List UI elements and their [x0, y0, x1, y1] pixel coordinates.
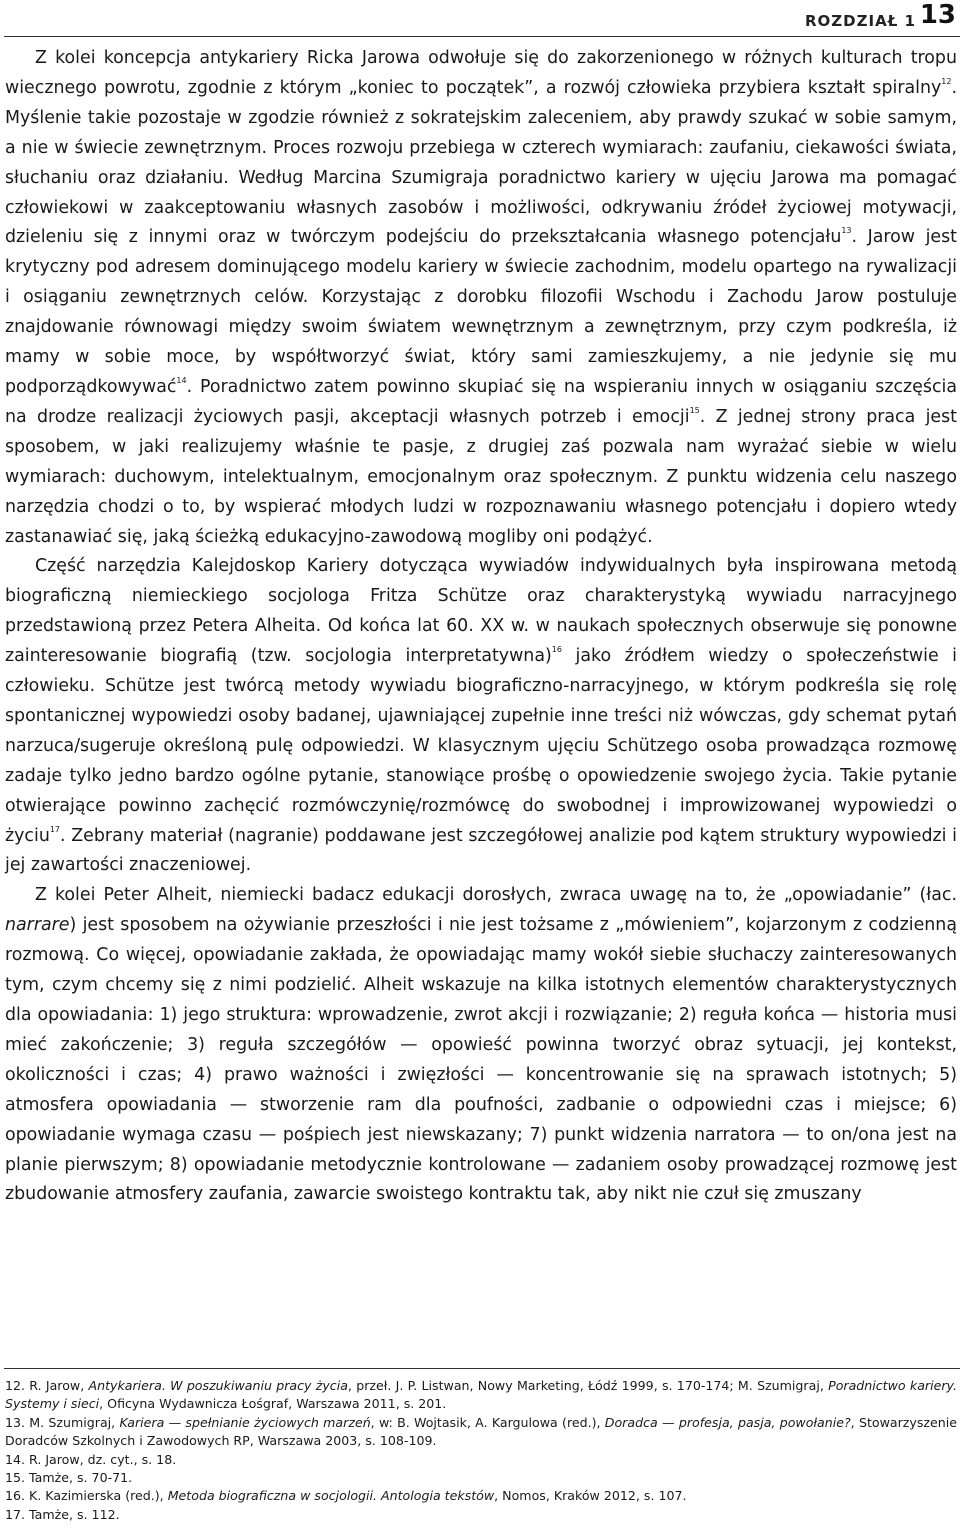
footnote-13	[5, 1414, 957, 1451]
text-run: 16. K. Kazimierska (red.),	[5, 1488, 168, 1504]
text-run: 15. Tamże, s. 70-71.	[5, 1470, 133, 1486]
title-italic: Doradca — profesja, pasja, powołanie?	[604, 1414, 851, 1430]
title-italic: Antykariera. W poszukiwaniu pracy życia	[88, 1378, 348, 1393]
footnote-17	[5, 1506, 957, 1524]
text-run: , przeł. J. P. Listwan, Nowy Marketing, Łódź 1999, s. 170-174; M. Szumigraj,	[347, 1378, 829, 1393]
page-header	[0, 0, 960, 36]
italic-term: narrare	[5, 915, 70, 936]
chapter-label: ROZDZIAŁ 1	[805, 12, 916, 30]
text-run: . Z jednej strony praca jest sposobem, w jaki realizujemy właśnie te pasje, z drugiej zaś pozwala nam wyrażać siebie w wielu wymiarach: duchowym, intelektualnym, emocjonalnym oraz społecznym. Z punktu widzenia celu naszego narzędzia chodzi o to, by wspierać młodych ludzi w rozpoznawaniu własnego potencjału i dopiero wtedy zastanawiać się, jaką ścieżką edukacyjno-zawodową mogliby oni podążyć.	[5, 406, 958, 547]
text-run: . Zebrany materiał (nagranie) poddawane jest szczegółowej analizie pod kątem struktury wypowiedzi i jej zawartości znaczeniowej.	[5, 825, 957, 876]
text-run: 12. R. Jarow,	[5, 1378, 89, 1393]
header-rule	[4, 36, 960, 37]
text-run: 14. R. Jarow, dz. cyt., s. 18.	[5, 1451, 177, 1467]
text-run: , Nomos, Kraków 2012, s. 107.	[494, 1488, 687, 1504]
text-run: 17. Tamże, s. 112.	[5, 1506, 120, 1522]
footnote-16	[5, 1487, 957, 1505]
text-run: , w: B. Wojtasik, A. Kargulowa (red.),	[370, 1414, 605, 1430]
footnote-ref-12[interactable]: 12	[941, 76, 952, 86]
paragraph-1	[5, 44, 957, 552]
page-number: 13	[919, 0, 956, 30]
paragraph-2	[5, 552, 957, 881]
title-italic: Metoda biograficzna w socjologii. Antologia tekstów	[167, 1488, 495, 1504]
paragraph-3	[5, 881, 957, 1210]
footnote-ref-15[interactable]: 15	[689, 405, 700, 415]
text-run: ) jest sposobem na ożywianie przeszłości i nie jest tożsame z „mówieniem”, kojarzonym z codzienną rozmową. Co więcej, opowiadanie zakłada, że opowiadając mamy wokół siebie słuchaczy zainteresowanych tym, czym chcemy się z nimi podzielić. Alheit wskazuje na kilka istotnych elementów charakterystycznych dla opowiadania: 1) jego struktura: wprowadzenie, zwrot akcji i rozwiązanie; 2) reguła końca — historia musi mieć zakończenie; 3) reguła szczegółów — opowieść powinna tworzyć obraz sytuacji, jej kontekst, okoliczności i czas; 4) prawo ważności i zwięzłości — koncentrowanie się na sprawach istotnych; 5) atmosfera opowiadania — stworzenie ram dla poufności, zadbanie o odpowiedni czas i miejsce; 6) opowiadanie wymaga czasu — pośpiech jest niewskazany; 7) punkt widzenia narratora — to on/ona jest na planie pierwszym; 8) opowiadanie metodycznie kontrolowane — zadaniem osoby prowadzącej rozmowę jest zbudowanie atmosfery zaufania, zawarcie swoistego kontraktu tak, aby nikt nie czuł się zmuszany	[5, 915, 957, 1205]
title-italic: Poradnictwo kariery. Systemy i sieci	[5, 1378, 957, 1412]
footnote-14	[5, 1451, 957, 1469]
footnote-12	[5, 1377, 957, 1414]
text-run: jako źródłem wiedzy o społeczeństwie i człowieku. Schütze jest twórcą metody wywiadu biograficzno-narracyjnego, w którym podkreśla się rolę spontanicznej wypowiedzi osoby badanej, ujawniającej zupełnie inne treści niż wówczas, gdy schemat pytań narzuca/sugeruje określoną pulę odpowiedzi. W klasycznym ujęciu Schützego osoba prowadząca rozmowę zadaje tylko jedno bardzo ogólne pytanie, stanowiące prośbę o opowiedzenie swojego życia. Takie pytanie otwierające powinno zachęcić rozmówczynię/rozmówcę do swobodnej i improwizowanej wypowiedzi o życiu	[5, 646, 958, 846]
text-run: . Myślenie takie pozostaje w zgodzie również z sokratejskim zaleceniem, aby prawdy szukać w sobie samym, a nie w świecie zewnętrznym. Proces rozwoju przebiega w czterech wymiarach: zaufaniu, ciekawości świata, słuchaniu oraz działaniu. Według Marcina Szumigraja poradnictwo kariery w ujęciu Jarowa ma pomagać człowiekowi w zaakceptowaniu własnych zasobów i możliwości, odkrywaniu źródeł życiowej motywacji, dzieleniu się z innymi oraz w twórczym podejściu do przekształcania własnego potencjału	[5, 77, 957, 248]
footnote-ref-17[interactable]: 17	[49, 824, 61, 834]
footnote-rule	[4, 1368, 960, 1369]
footnotes	[5, 1377, 957, 1524]
text-run: . Poradnictwo zatem powinno skupiać się na wspieraniu innych w osiąganiu szczęścia na drodze realizacji życiowych pasji, akceptacji własnych potrzeb i emocji	[5, 376, 957, 427]
body-text	[5, 44, 957, 1210]
text-run: 13. M. Szumigraj,	[5, 1414, 120, 1430]
text-run: Z kolei Peter Alheit, niemiecki badacz edukacji dorosłych, zwraca uwagę na to, że „opowiadanie” (łac.	[35, 885, 957, 906]
text-run: , Stowarzyszenie Doradców Szkolnych i Zawodowych RP, Warszawa 2003, s. 108-109.	[5, 1414, 957, 1449]
footnote-ref-13[interactable]: 13	[841, 226, 852, 236]
footnote-ref-16[interactable]: 16	[551, 645, 562, 655]
text-run: . Jarow jest krytyczny pod adresem dominującego modelu kariery w świecie zachodnim, modelu opartego na rywalizacji i osiąganiu zewnętrznych celów. Korzystając z dorobku filozofii Wschodu i Zachodu Jarow postuluje znajdowanie równowagi między swoim światem wewnętrznym a zewnętrznym, przy czym podkreśla, iż mamy w sobie moce, by współtworzyć świat, który sami zamieszkujemy, a nie jedynie się mu podporządkowywać	[5, 227, 957, 397]
footnote-15	[5, 1469, 957, 1487]
footnote-ref-14[interactable]: 14	[176, 375, 187, 385]
text-run: Część narzędzia Kalejdoskop Kariery dotycząca wywiadów indywidualnych była inspirowana metodą biograficzną niemieckiego socjologa Fritza Schütze oraz charakterystyką wywiadu narracyjnego przedstawioną przez Petera Alheita. Od końca lat 60. XX w. w naukach społecznych obserwuje się ponowne zainteresowanie biografią (tzw. socjologia interpretatywna)	[5, 556, 957, 667]
title-italic: Kariera — spełnianie życiowych marzeń	[119, 1414, 371, 1430]
text-run: Z kolei koncepcja antykariery Ricka Jarowa odwołuje się do zakorzenionego w różnych kulturach tropu wiecznego powrotu, zgodnie z którym „koniec to początek”, a rozwój człowieka przybiera kształt spiralny	[5, 48, 957, 98]
text-run: , Oficyna Wydawnicza Łośgraf, Warszawa 2011, s. 201.	[99, 1396, 447, 1412]
